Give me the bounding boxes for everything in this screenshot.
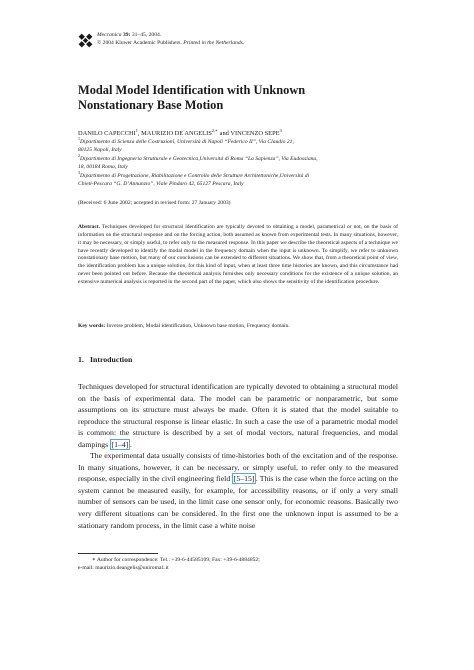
paragraph-text: . [129, 439, 132, 449]
affiliation-line: 80125 Napoli, Italy [78, 147, 122, 153]
paragraph-text: The experimental data usually consists of time-histories both of the excitation and of the response. In many situations, however, it can be necessary, or simply useful, to refer only to the measured response, especially in the civil engineering field [78, 451, 398, 484]
publication-info [97, 31, 244, 47]
abstract-text: Techniques developed for structural identification are typically devoted to obtaining a model, parametrical or not, on the basis of information on the structural response and on the forcing action, both assumed as known from experimental tests. In many situations, however, it may be necessary, or simply useful, to refer only to the measured response. In this paper we describe the theoretical aspects of a technique we have recently developed to identify the modal model in the frequency domain when the input is unknown. To simplify, we refer to unknown nonstationary base motion, but many of our conclusions can be extended to different situations. We show that, from a theoretical point of view, the identification problem has a unique solution, for this kind of input, when at least three time histories are known, and this circumstance had never been pointed out before. Because the theoretical analysis furnishes only necessary conditions for the existence of a unique solution, an extensive numerical analysis is reported in the second part of the paper, which also shows the sensitivity of the identification procedure. [78, 224, 398, 285]
author-1-sup: 1 [135, 127, 138, 133]
received-dates: (Received: 6 June 2002; accepted in revised form: 27 January 2003) [78, 200, 231, 206]
section-title: Introduction [90, 355, 133, 364]
title-line-1: Modal Model Identification with Unknown [78, 83, 306, 97]
paper-title [78, 83, 378, 113]
journal-header [78, 31, 244, 48]
section-heading [78, 355, 398, 364]
journal-volume: 39: [122, 32, 131, 38]
paragraph-text: Techniques developed for structural identification are typically devoted to obtaining a structural model on the basis of experimental data. The model can be parametric or nonparametric, but some assumptions on its structure must always be made. Often it is stated that the model suitable to reproduce the structural response is linear elastic. In such a case the use of a parametric modal model is common: the structure is described by a set of modal vectors, natural frequencies, and modal dampings [78, 382, 398, 449]
printed-note: Printed in the Netherlands. [183, 40, 245, 46]
author-2: MAURIZIO DE ANGELIS [141, 130, 212, 137]
citation-link[interactable]: [1–4] [111, 439, 129, 449]
abstract [78, 224, 398, 287]
affiliation-line: Dipartimento di Progettazione, Riabilitazione e Controllo delle Strutture Architettoniche,Università di [80, 173, 310, 179]
copyright: © 2004 Kluwer Academic Publishers. [97, 40, 182, 46]
journal-pages: 31–45, 2004. [131, 32, 162, 38]
keywords-text: Inverse problem, Modal identification, Unknown base motion, Frequency domain. [106, 323, 290, 329]
author-3: VINCENZO SEPE [230, 130, 280, 137]
affiliation-sup: 3 [78, 170, 80, 176]
citation-link[interactable]: [5–15] [233, 474, 255, 484]
affiliation-sup: 2 [78, 153, 80, 159]
affiliation-line: Dipartimento di Scienza delle Costruzioni, Università di Napoli “Federico II”, Via Claudio 21, [80, 139, 294, 145]
paragraph-2 [78, 450, 398, 531]
affiliation-sup: 1 [78, 136, 80, 142]
keywords [78, 323, 398, 329]
author-separator: , [137, 130, 142, 137]
abstract-label: Abstract. [78, 224, 101, 230]
footnote-line-1: ∗ Author for correspondence: Tel.: +39-6-44585109; Fax: +39-6-4884852; [92, 557, 260, 563]
section-number: 1. [78, 355, 84, 364]
title-line-2: Nonstationary Base Motion [78, 98, 224, 112]
footnote-divider [78, 553, 158, 554]
affiliation-3 [78, 172, 408, 188]
affiliation-line: Chieti-Pescara “G. D’Annunzio”, Viale Pindaro 42, 65127 Pescara, Italy [78, 181, 244, 187]
author-separator: and [218, 130, 231, 137]
body-text [78, 381, 398, 531]
paragraph-text: . This is the case when the force acting on the system cannot be measured easily, for example, for accessibility reasons, or if only a very small number of sensors can be used, in the limit case one sensor only, for economic reasons. Basically two very different situations can be considered. In the first one the unknown input is assumed to be a stationary random process, in the limit case a white noise [78, 474, 398, 530]
footnote-line-2: e-mail: maurizio.deangelis@uniroma1.it [78, 565, 169, 571]
affiliation-1 [78, 138, 408, 154]
affiliation-line: 18, 00184 Roma, Italy [78, 164, 128, 170]
affiliation-2 [78, 155, 408, 171]
author-2-sup: 2,∗ [211, 127, 219, 133]
footnote [78, 556, 398, 572]
author-1: DANILO CAPECCHI [78, 130, 136, 137]
paragraph-1 [78, 381, 398, 450]
author-3-sup: 3 [279, 127, 282, 133]
publisher-logo-icon [78, 33, 93, 48]
author-list [78, 127, 398, 138]
journal-name: Meccanica [97, 32, 122, 38]
keywords-label: Key words: [78, 323, 106, 329]
affiliation-line: Dipartimento di Ingegneria Strutturale e Geotecnica,Università di Roma “La Sapienza”, Via Eudossiana, [80, 156, 318, 162]
